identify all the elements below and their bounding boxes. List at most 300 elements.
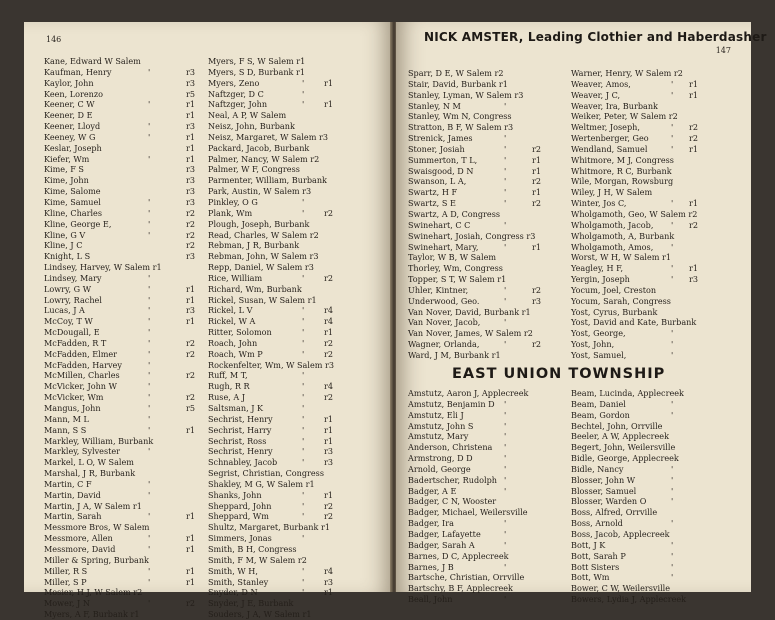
entry-name: Amstutz, Benjamin D xyxy=(408,398,495,409)
entry-name: Amstutz, Aaron J, Applecreek xyxy=(408,388,529,398)
directory-entry xyxy=(44,230,214,241)
ditto-mark: ' xyxy=(504,453,507,464)
ditto-mark: ' xyxy=(148,272,151,283)
entry-name: Smith, Stanley xyxy=(208,576,269,587)
directory-entry xyxy=(571,431,749,442)
entry-name: Myers, A F, Burbank r1 xyxy=(44,609,140,620)
directory-entry xyxy=(208,240,388,251)
route-code: r3 xyxy=(186,305,196,316)
entry-name: Bechtel, John, Orrville xyxy=(571,420,663,431)
ditto-mark: ' xyxy=(671,485,674,496)
directory-entry xyxy=(571,68,749,79)
route-code: r3 xyxy=(532,295,542,306)
entry-name: Stanley, Lyman, W Salem r3 xyxy=(408,89,524,100)
ditto-mark: ' xyxy=(302,424,305,435)
directory-entry xyxy=(408,317,588,328)
directory-entry xyxy=(208,511,388,522)
route-code: r1 xyxy=(532,241,542,252)
directory-entry xyxy=(208,186,388,197)
directory-entry xyxy=(408,431,588,442)
entry-name: Shanks, John xyxy=(208,489,262,500)
entry-name: Whitmore, M J, Congress xyxy=(571,154,674,165)
ditto-mark: ' xyxy=(148,229,151,240)
entry-name: Miller, R S xyxy=(44,565,88,576)
directory-entry xyxy=(571,410,749,421)
entry-name: Weiker, Peter, W Salem r2 xyxy=(571,111,678,122)
route-code: r2 xyxy=(689,122,699,133)
directory-entry xyxy=(571,252,749,263)
directory-entry xyxy=(408,551,588,562)
directory-entry xyxy=(44,577,214,588)
directory-entry xyxy=(408,518,588,529)
entry-name: Wendland, Samuel xyxy=(571,143,648,154)
ditto-mark: ' xyxy=(504,594,507,605)
directory-entry xyxy=(408,176,588,187)
entry-name: Weaver, Amos, xyxy=(571,78,631,89)
route-code: r4 xyxy=(324,305,334,316)
entry-name: Keener, C W xyxy=(44,99,95,110)
directory-entry xyxy=(208,78,388,89)
entry-name: Shultz, Margaret, Burbank r1 xyxy=(208,522,331,533)
directory-entry xyxy=(571,90,749,101)
directory-entry xyxy=(44,381,214,392)
right-column-4 xyxy=(571,388,749,605)
entry-name: Park, Austin, W Salem r3 xyxy=(208,186,312,197)
directory-entry xyxy=(571,79,749,90)
directory-entry xyxy=(408,442,588,453)
ditto-mark: ' xyxy=(148,99,151,110)
entry-name: Markley, William, Burbank xyxy=(44,435,154,446)
entry-name: Bott Sisters xyxy=(571,561,620,572)
entry-name: Beam, Daniel xyxy=(571,398,626,409)
entry-name: Badger, A E xyxy=(408,485,457,496)
directory-entry xyxy=(408,166,588,177)
directory-entry xyxy=(571,529,749,540)
entry-name: Amstutz, John S xyxy=(408,420,474,431)
directory-entry xyxy=(44,522,214,533)
entry-name: Kime, John xyxy=(44,175,89,186)
directory-entry xyxy=(408,388,588,399)
right-column-1 xyxy=(408,68,588,361)
route-code: r1 xyxy=(689,89,699,100)
entry-name: Lowry, Rachel xyxy=(44,294,102,305)
directory-entry xyxy=(44,566,214,577)
directory-entry xyxy=(208,208,388,219)
entry-name: Bott, Sarah P xyxy=(571,550,626,561)
directory-entry xyxy=(44,511,214,522)
entry-name: Mann, M L xyxy=(44,413,89,424)
entry-name: Wholgamoth, Geo, W Salem r2 xyxy=(571,208,698,219)
directory-entry xyxy=(208,587,388,598)
route-code: r2 xyxy=(186,240,196,251)
entry-name: Keeney, W G xyxy=(44,131,96,142)
right-column-3 xyxy=(408,388,588,605)
entry-name: Sechrist, Harry xyxy=(208,424,272,435)
entry-name: Smith, F M, W Salem r2 xyxy=(208,554,307,565)
entry-name: Badger, Ira xyxy=(408,518,454,529)
route-code: r5 xyxy=(186,403,196,413)
directory-entry xyxy=(408,464,588,475)
directory-entry xyxy=(571,133,749,144)
ditto-mark: ' xyxy=(504,474,507,485)
directory-entry xyxy=(408,307,588,318)
route-code: r4 xyxy=(324,381,334,392)
directory-entry xyxy=(208,251,388,262)
route-code: r1 xyxy=(186,533,196,544)
entry-name: Plough, Joseph, Burbank xyxy=(208,218,310,229)
entry-name: Yost, John, xyxy=(571,339,615,350)
ditto-mark: ' xyxy=(148,511,151,522)
ditto-mark: ' xyxy=(148,196,151,207)
directory-entry xyxy=(571,496,749,507)
route-code: r1 xyxy=(689,263,699,274)
entry-name: Barnes, D C, Applecreek xyxy=(408,550,509,561)
directory-entry xyxy=(408,328,588,339)
route-code: r4 xyxy=(324,316,334,327)
directory-entry xyxy=(208,349,388,360)
directory-entry xyxy=(44,240,214,251)
directory-entry xyxy=(408,399,588,410)
route-code: r1 xyxy=(186,565,196,576)
ditto-mark: ' xyxy=(148,121,151,132)
entry-name: Sheppard, Wm xyxy=(208,511,269,522)
entry-name: Wagner, Orlanda, xyxy=(408,339,480,350)
ditto-mark: ' xyxy=(148,337,151,348)
directory-entry xyxy=(44,544,214,555)
left-column-2 xyxy=(208,56,388,620)
directory-entry xyxy=(571,486,749,497)
directory-entry xyxy=(408,220,588,231)
entry-name: Ward, J M, Burbank r1 xyxy=(408,349,501,360)
directory-entry xyxy=(208,457,388,468)
entry-name: Van Nover, Jacob, xyxy=(408,317,481,328)
route-code: r1 xyxy=(186,576,196,587)
entry-name: Bartschy, B F, Applecreek xyxy=(408,583,513,594)
ditto-mark: ' xyxy=(504,165,507,176)
directory-entry xyxy=(208,121,388,132)
ditto-mark: ' xyxy=(148,218,151,229)
directory-entry xyxy=(208,522,388,533)
directory-entry xyxy=(571,507,749,518)
ditto-mark: ' xyxy=(671,89,674,100)
entry-name: Roach, Wm P xyxy=(208,348,263,359)
route-code: r1 xyxy=(186,294,196,305)
directory-entry xyxy=(408,410,588,421)
ditto-mark: ' xyxy=(671,496,674,507)
entry-name: Neisz, Margaret, W Salem r3 xyxy=(208,131,328,142)
entry-name: Palmer, Nancy, W Salem r2 xyxy=(208,153,320,164)
entry-name: Ritter, Solomon xyxy=(208,327,272,338)
ditto-mark: ' xyxy=(148,565,151,576)
directory-entry xyxy=(571,464,749,475)
directory-entry xyxy=(571,285,749,296)
ditto-mark: ' xyxy=(671,274,674,285)
ditto-mark: ' xyxy=(504,317,507,328)
entry-name: Naftzger, D C xyxy=(208,88,264,99)
directory-entry xyxy=(408,231,588,242)
route-code: r4 xyxy=(324,565,334,576)
directory-entry xyxy=(571,101,749,112)
route-code: r2 xyxy=(186,598,196,609)
entry-name: Weaver, J C, xyxy=(571,89,621,100)
entry-name: Souders, J A, W Salem r1 xyxy=(208,609,312,620)
route-code: r1 xyxy=(186,131,196,142)
entry-name: Sparr, D E, W Salem r2 xyxy=(408,68,504,78)
route-code: r1 xyxy=(532,154,542,165)
route-code: r1 xyxy=(324,413,334,424)
directory-entry xyxy=(408,198,588,209)
ditto-mark: ' xyxy=(148,348,151,359)
directory-entry xyxy=(44,143,214,154)
ditto-mark: ' xyxy=(148,283,151,294)
entry-name: Uhler, Kintner, xyxy=(408,284,469,295)
directory-entry xyxy=(571,187,749,198)
directory-entry xyxy=(408,594,588,605)
directory-entry xyxy=(408,285,588,296)
directory-entry xyxy=(208,273,388,284)
entry-name: Topper, S T, W Salem r1 xyxy=(408,274,507,285)
entry-name: McFadden, Elmer xyxy=(44,348,118,359)
ditto-mark: ' xyxy=(302,500,305,511)
directory-entry xyxy=(208,132,388,143)
directory-entry xyxy=(208,566,388,577)
directory-entry xyxy=(44,446,214,457)
entry-name: Keener, Lloyd xyxy=(44,121,101,132)
entry-name: Badger, Lafayette xyxy=(408,528,481,539)
ditto-mark: ' xyxy=(504,339,507,350)
entry-name: McFadden, Harvey xyxy=(44,359,122,370)
ditto-mark: ' xyxy=(671,561,674,572)
entry-name: Rockenfelter, Wm, W Salem r3 xyxy=(208,359,334,370)
directory-entry xyxy=(44,262,214,273)
entry-name: Van Nover, David, Burbank r1 xyxy=(408,306,531,317)
entry-name: Ruff, M T, xyxy=(208,370,248,381)
entry-name: Palmer, W F, Congress xyxy=(208,164,300,175)
ditto-mark: ' xyxy=(671,539,674,550)
entry-name: Thorley, Wm, Congress xyxy=(408,263,503,274)
directory-entry xyxy=(208,89,388,100)
ditto-mark: ' xyxy=(671,133,674,144)
entry-name: Yocum, Joel, Creston xyxy=(571,284,657,295)
ditto-mark: ' xyxy=(302,316,305,327)
directory-entry xyxy=(571,209,749,220)
directory-entry xyxy=(571,274,749,285)
ditto-mark: ' xyxy=(148,533,151,544)
ditto-mark: ' xyxy=(302,533,305,544)
entry-name: Boss, Alfred, Orrville xyxy=(571,507,658,518)
entry-name: Sechrist, Henry xyxy=(208,413,273,424)
directory-entry xyxy=(571,328,749,339)
route-code: r2 xyxy=(689,133,699,144)
entry-name: Rugh, R R xyxy=(208,381,250,392)
ditto-mark: ' xyxy=(148,153,151,164)
directory-entry xyxy=(571,144,749,155)
entry-name: Amstutz, Eli J xyxy=(408,409,464,420)
route-code: r1 xyxy=(324,99,334,110)
ditto-mark: ' xyxy=(671,122,674,133)
directory-entry xyxy=(408,572,588,583)
route-code: r1 xyxy=(186,153,196,164)
entry-name: Bott, J K xyxy=(571,539,606,550)
ditto-mark: ' xyxy=(504,528,507,539)
page-number-right: 147 xyxy=(715,46,731,55)
entry-name: Van Nover, James, W Salem r2 xyxy=(408,328,533,339)
directory-entry xyxy=(44,78,214,89)
directory-entry xyxy=(208,392,388,403)
directory-entry xyxy=(571,572,749,583)
ditto-mark: ' xyxy=(504,154,507,165)
directory-entry xyxy=(44,56,214,67)
directory-entry xyxy=(571,242,749,253)
directory-entry xyxy=(44,316,214,327)
entry-name: Wertenberger, Geo xyxy=(571,133,649,144)
entry-name: Repp, Daniel, W Salem r3 xyxy=(208,262,314,273)
ditto-mark: ' xyxy=(148,359,151,370)
ditto-mark: ' xyxy=(148,66,151,77)
entry-name: Plank, Wm xyxy=(208,207,253,218)
entry-name: Martin, J A, W Salem r1 xyxy=(44,500,142,511)
directory-entry xyxy=(44,414,214,425)
directory-entry xyxy=(44,555,214,566)
entry-name: Roach, John xyxy=(208,337,258,348)
entry-name: Lindsey, Harvey, W Salem r1 xyxy=(44,262,162,273)
ditto-mark: ' xyxy=(504,463,507,474)
directory-entry xyxy=(408,111,588,122)
entry-name: Messmore Bros, W Salem xyxy=(44,522,150,533)
ditto-mark: ' xyxy=(148,598,151,609)
directory-entry xyxy=(408,101,588,112)
directory-entry xyxy=(208,577,388,588)
directory-entry xyxy=(44,501,214,512)
route-code: r2 xyxy=(186,218,196,229)
directory-entry xyxy=(44,219,214,230)
route-code: r2 xyxy=(324,348,334,359)
ditto-mark: ' xyxy=(671,572,674,583)
ditto-mark: ' xyxy=(302,392,305,403)
entry-name: McCoy, T W xyxy=(44,316,93,327)
directory-entry xyxy=(571,198,749,209)
entry-name: Messmore, David xyxy=(44,543,116,554)
entry-name: Packard, Jacob, Burbank xyxy=(208,142,310,153)
entry-name: Wholgamoth, A, Burbank xyxy=(571,230,675,241)
ditto-mark: ' xyxy=(302,196,305,207)
ditto-mark: ' xyxy=(148,543,151,554)
directory-entry xyxy=(208,598,388,609)
entry-name: Naftzger, John xyxy=(208,99,268,110)
directory-entry xyxy=(408,296,588,307)
entry-name: Kaufman, Henry xyxy=(44,66,112,77)
directory-entry xyxy=(571,442,749,453)
entry-name: Markley, Sylvester xyxy=(44,446,121,457)
ditto-mark: ' xyxy=(148,327,151,338)
ditto-mark: ' xyxy=(671,339,674,350)
route-code: r1 xyxy=(186,142,196,153)
entry-name: Mosier, H J, W Salem r2 xyxy=(44,587,143,598)
entry-name: Stair, David, Burbank r1 xyxy=(408,78,508,89)
entry-name: Stanley, N M xyxy=(408,100,461,111)
route-code: r1 xyxy=(186,511,196,522)
ditto-mark: ' xyxy=(504,100,507,111)
entry-name: Messmore, Allen xyxy=(44,533,113,544)
ditto-mark: ' xyxy=(148,370,151,381)
directory-entry xyxy=(44,251,214,262)
ditto-mark: ' xyxy=(302,511,305,522)
route-code: r1 xyxy=(324,424,334,435)
directory-entry xyxy=(208,436,388,447)
directory-entry xyxy=(571,263,749,274)
route-code: r1 xyxy=(186,110,196,121)
directory-entry xyxy=(571,155,749,166)
directory-entry xyxy=(571,583,749,594)
ditto-mark: ' xyxy=(148,489,151,500)
directory-entry xyxy=(208,533,388,544)
directory-entry xyxy=(44,360,214,371)
ditto-mark: ' xyxy=(148,446,151,457)
entry-name: McVicker, John W xyxy=(44,381,117,392)
entry-name: McVicker, Wm xyxy=(44,392,104,403)
directory-entry xyxy=(408,209,588,220)
ditto-mark: ' xyxy=(302,348,305,359)
entry-name: Strenick, James xyxy=(408,133,473,144)
ditto-mark: ' xyxy=(504,409,507,420)
directory-entry xyxy=(571,317,749,328)
directory-entry xyxy=(44,609,214,620)
directory-entry xyxy=(44,175,214,186)
entry-name: Yost, David and Kate, Burbank xyxy=(571,317,697,328)
directory-entry xyxy=(571,421,749,432)
directory-entry xyxy=(408,68,588,79)
entry-name: Summerton, T L, xyxy=(408,154,478,165)
entry-name: Keslar, Joseph xyxy=(44,142,102,153)
route-code: r2 xyxy=(324,392,334,403)
directory-entry xyxy=(408,274,588,285)
directory-entry xyxy=(44,132,214,143)
entry-name: Knight, L S xyxy=(44,251,91,262)
entry-name: Swinehart, Josiah, Congress r3 xyxy=(408,230,536,241)
directory-entry xyxy=(44,89,214,100)
route-code: r1 xyxy=(186,543,196,554)
route-code: r5 xyxy=(186,88,196,99)
directory-entry xyxy=(408,133,588,144)
ditto-mark: ' xyxy=(148,392,151,403)
entry-name: Segrist, Christian, Congress xyxy=(208,468,324,479)
route-code: r3 xyxy=(186,251,196,262)
ditto-mark: ' xyxy=(302,435,305,446)
directory-entry xyxy=(408,496,588,507)
directory-entry xyxy=(208,479,388,490)
entry-name: Kiefer, Wm xyxy=(44,153,90,164)
directory-entry xyxy=(208,230,388,241)
entry-name: Kline, Charles xyxy=(44,207,103,218)
entry-name: Taylor, W B, W Salem xyxy=(408,252,497,263)
entry-name: Keener, D E xyxy=(44,110,93,121)
entry-name: Swanson, L A, xyxy=(408,176,467,187)
route-code: r2 xyxy=(186,337,196,348)
directory-entry xyxy=(408,583,588,594)
entry-name: Beam, Lucinda, Applecreek xyxy=(571,388,684,398)
ditto-mark: ' xyxy=(504,539,507,550)
entry-name: McDougall, E xyxy=(44,327,100,338)
ditto-mark: ' xyxy=(302,370,305,381)
ditto-mark: ' xyxy=(302,457,305,468)
directory-entry xyxy=(208,425,388,436)
entry-name: Yost, Cyrus, Burbank xyxy=(571,306,658,317)
route-code: r2 xyxy=(186,370,196,381)
ditto-mark: ' xyxy=(148,294,151,305)
directory-entry xyxy=(44,479,214,490)
ditto-mark: ' xyxy=(148,424,151,435)
directory-entry xyxy=(44,273,214,284)
